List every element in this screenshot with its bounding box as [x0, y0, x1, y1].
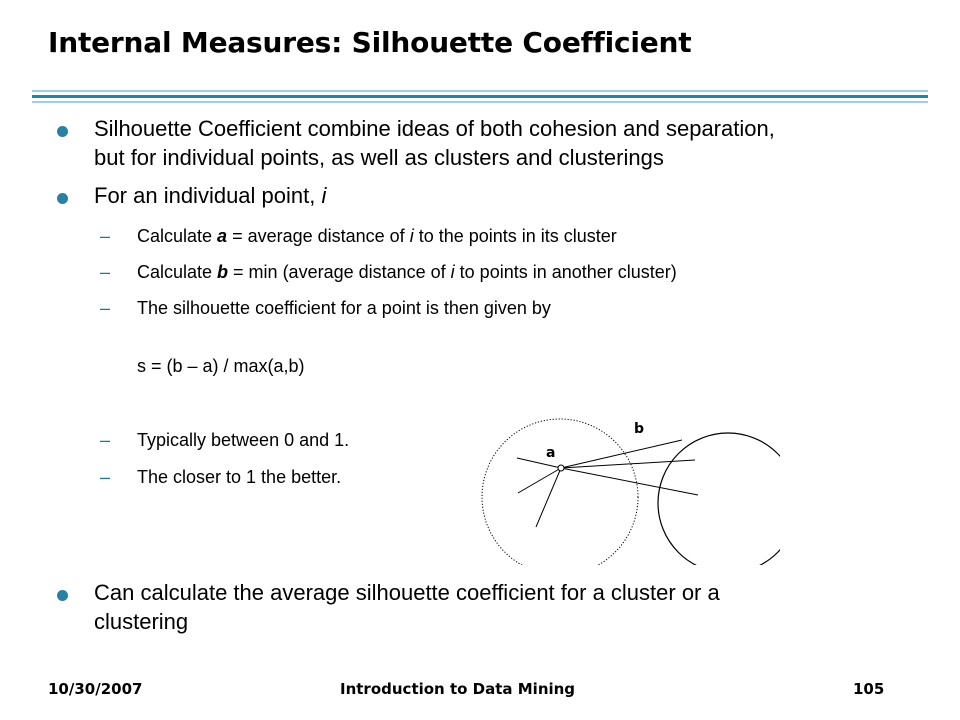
bullet-1-text: [94, 114, 934, 172]
title-rule-top: [32, 90, 928, 92]
bullet-dot-3: [57, 590, 68, 601]
sub-item-5: The closer to 1 the better.: [137, 467, 342, 487]
sub-2-after: to points in another cluster): [454, 262, 677, 282]
bullet-2-text: [94, 181, 934, 210]
inter-line-1: [561, 440, 682, 468]
sub-item-3: The silhouette coefficient for a point is then given by: [137, 298, 551, 318]
footer-date: 10/30/2007: [48, 680, 143, 698]
sub-1-middle: = average distance of: [227, 226, 410, 246]
intra-line-2: [518, 468, 561, 493]
sub-item-4: Typically between 0 and 1.: [137, 430, 350, 450]
inter-line-3: [561, 468, 698, 495]
point-i: [558, 465, 564, 471]
cluster-circle-left: [482, 419, 638, 565]
footer-page-number: 105: [853, 680, 885, 698]
sub-dash-2: –: [100, 262, 111, 282]
sub-2-ital-var: i: [450, 262, 455, 282]
sub-1-bold-var: a: [217, 226, 228, 246]
inter-line-2: [561, 460, 695, 468]
intra-line-3: [536, 468, 561, 527]
label-b: b: [634, 421, 645, 437]
sub-dash-5: –: [100, 467, 111, 487]
bullet-1-line-1: Silhouette Coefficient combine ideas of both cohesion and separation,: [94, 116, 775, 141]
footer-title: Introduction to Data Mining: [340, 680, 576, 698]
sub-1-before: Calculate: [137, 226, 218, 246]
sub-2-bold-var: b: [217, 262, 229, 282]
bullet-2-var: i: [321, 183, 327, 208]
sub-dash-4: –: [100, 430, 111, 450]
sub-dash-3: –: [100, 298, 111, 318]
title-rule-bottom: [32, 101, 928, 103]
bullet-2-prefix: For an individual point,: [94, 183, 322, 208]
sub-2-before: Calculate: [137, 262, 218, 282]
cluster-circle-right: [658, 433, 780, 565]
label-a: a: [546, 445, 556, 461]
title-rule-mid: [32, 95, 928, 98]
bullet-3-line-2: clustering: [94, 609, 189, 634]
bullet-3-text: [94, 578, 934, 636]
sub-dash-1: –: [100, 226, 111, 246]
sub-item-2: [137, 261, 897, 283]
bullet-1-line-2: but for individual points, as well as clusters and clusterings: [94, 145, 664, 170]
silhouette-formula: s = (b – a) / max(a,b): [137, 356, 305, 376]
sub-1-ital-var: i: [409, 226, 414, 246]
sub-item-1: [137, 225, 897, 247]
sub-1-after: to the points in its cluster: [413, 226, 617, 246]
sub-2-middle: = min (average distance of: [228, 262, 451, 282]
bullet-dot-2: [57, 193, 68, 204]
page-title: Internal Measures: Silhouette Coefficient: [48, 26, 692, 59]
bullet-3-line-1: Can calculate the average silhouette coefficient for a cluster or a: [94, 580, 720, 605]
bullet-dot-1: [57, 126, 68, 137]
silhouette-diagram: [470, 405, 780, 565]
